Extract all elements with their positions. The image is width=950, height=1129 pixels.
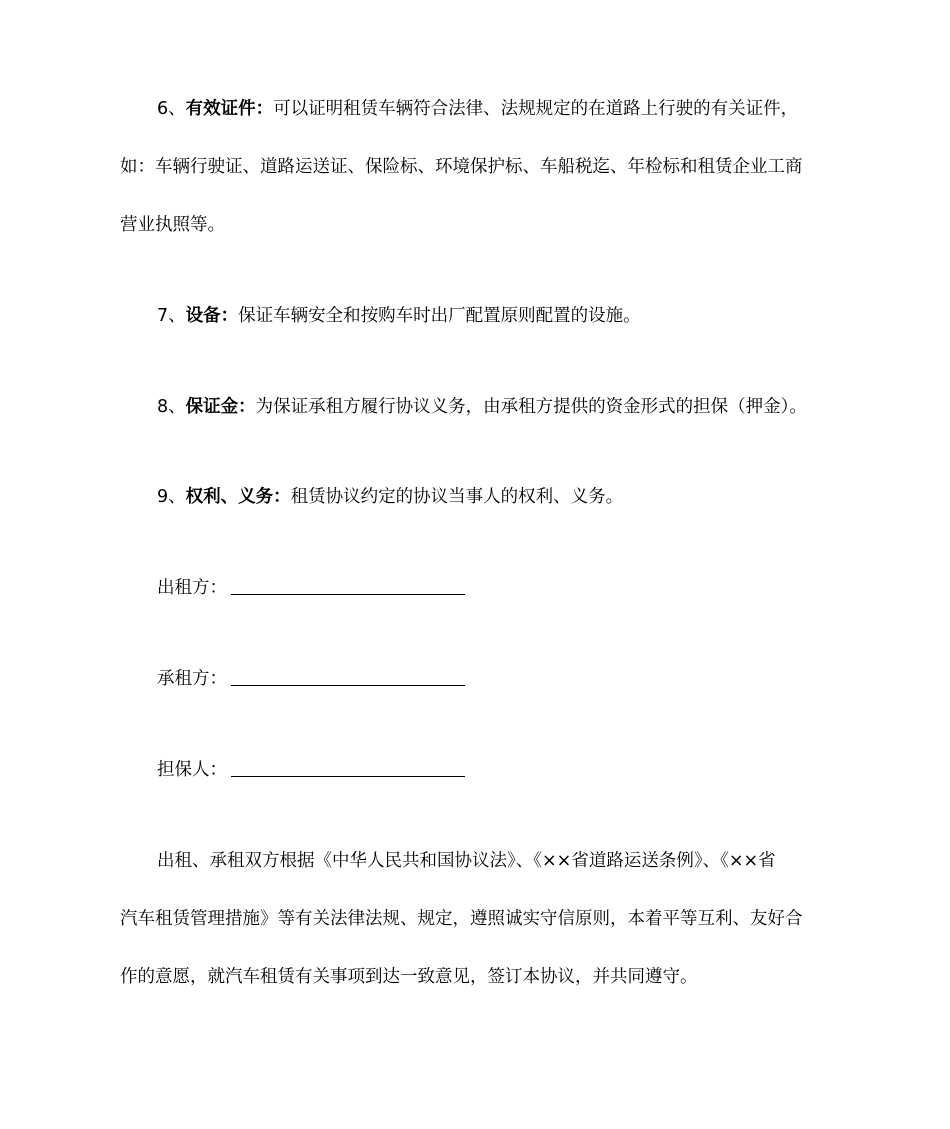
preamble-paragraph bbox=[120, 832, 832, 1006]
preamble-text: 汽车租赁管理措施》等有关法律法规、规定，遵照诚实守信原则，本着平等互利、友好合 bbox=[120, 909, 803, 929]
term-label: 权利、义务： bbox=[185, 487, 291, 507]
signature-lessee bbox=[120, 650, 832, 708]
term-label: 设备： bbox=[185, 306, 239, 326]
signature-label: 出租方： bbox=[157, 578, 227, 598]
term-label: 保证金： bbox=[185, 397, 256, 417]
item-number: 8、 bbox=[157, 397, 186, 417]
term-label: 有效证件： bbox=[185, 99, 274, 119]
item-number: 6、 bbox=[157, 99, 186, 119]
signature-lessor bbox=[120, 559, 832, 617]
item-number: 7、 bbox=[157, 306, 186, 326]
signature-blank[interactable] bbox=[231, 667, 465, 686]
signature-label: 担保人： bbox=[157, 760, 227, 780]
preamble-text: 出租、承租双方根据《中华人民共和国协议法》、《××省道路运送条例》、《××省 bbox=[157, 851, 776, 871]
preamble-text: 作的意愿，就汽车租赁有关事项到达一致意见，签订本协议，并共同遵守。 bbox=[120, 967, 698, 987]
definition-item-8 bbox=[120, 378, 832, 436]
item-number: 9、 bbox=[157, 487, 186, 507]
definition-text: 为保证承租方履行协议义务，由承租方提供的资金形式的担保（押金）。 bbox=[255, 397, 807, 417]
signature-label: 承租方： bbox=[157, 669, 227, 689]
definition-item-6 bbox=[120, 80, 832, 254]
definition-text: 可以证明租赁车辆符合法律、法规规定的在道路上行驶的有关证件， bbox=[273, 99, 799, 119]
definition-text: 营业执照等。 bbox=[120, 215, 225, 235]
definition-text: 租赁协议约定的协议当事人的权利、义务。 bbox=[290, 487, 624, 507]
definition-item-7 bbox=[120, 287, 832, 345]
definition-item-9 bbox=[120, 468, 832, 526]
signature-blank[interactable] bbox=[231, 758, 465, 777]
definition-text: 如：车辆行驶证、道路运送证、保险标、环境保护标、车船税迄、年检标和租赁企业工商 bbox=[120, 157, 803, 177]
signature-blank[interactable] bbox=[231, 576, 465, 595]
signature-guarantor bbox=[120, 741, 832, 799]
definition-text: 保证车辆安全和按购车时出厂配置原则配置的设施。 bbox=[238, 306, 641, 326]
